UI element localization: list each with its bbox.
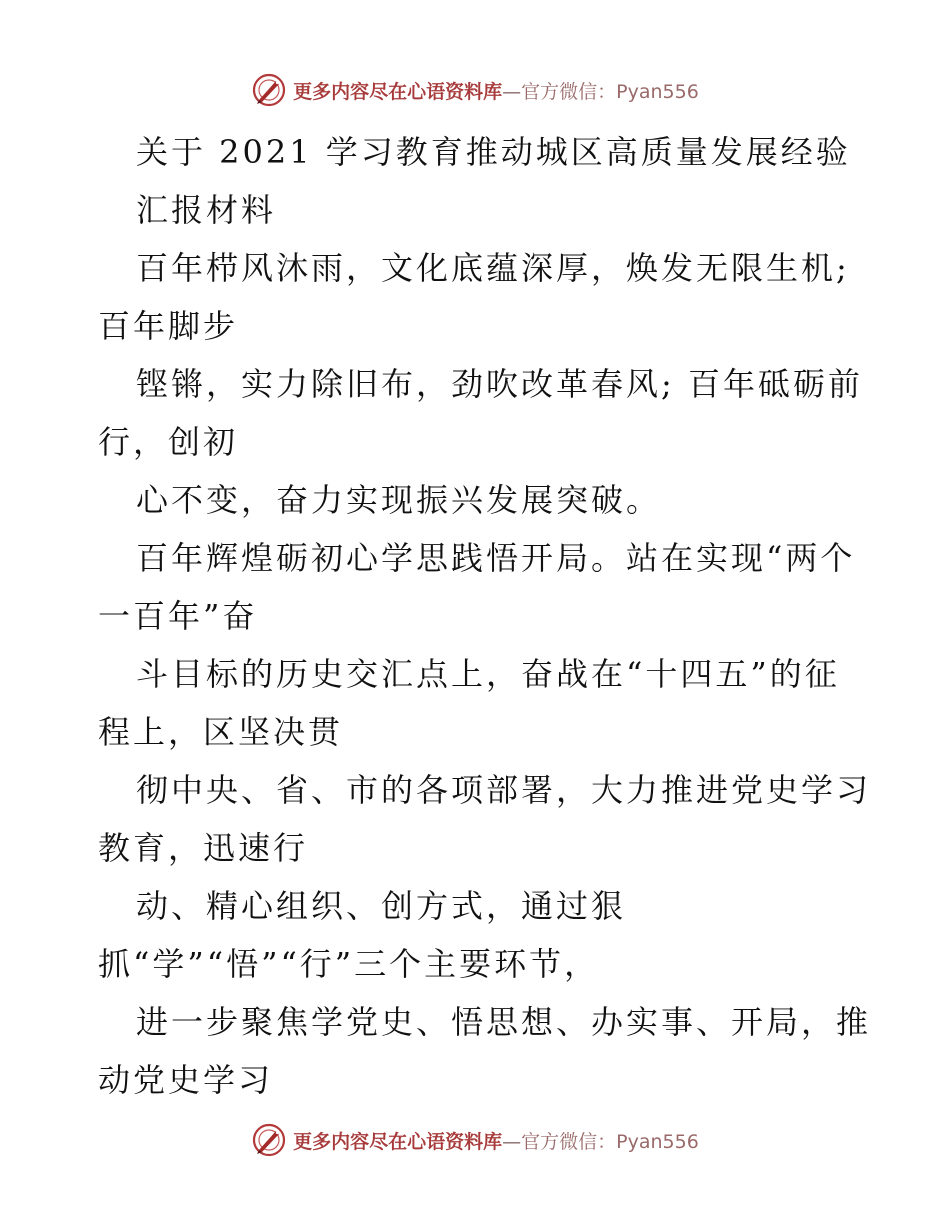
banner-separator: — [502, 80, 522, 103]
title-line-1: 关于 2021 学习教育推动城区高质量发展经验 [136, 133, 851, 171]
paragraph-line: 斗目标的历史交汇点上，奋战在“十四五”的征 [136, 655, 840, 693]
header-banner-inner [251, 72, 699, 108]
paragraph-line: 百年脚步 [98, 307, 239, 345]
footer-banner [0, 1120, 950, 1160]
banner-main-text: 更多内容尽在心语资料库 [293, 80, 503, 103]
paragraph-line: 教育，迅速行 [98, 829, 309, 867]
banner-wechat-text: 官方微信：Pyan556 [521, 80, 699, 103]
paragraph-line: 心不变，奋力实现振兴发展突破。 [136, 481, 662, 519]
paragraph-line: 铿锵，实力除旧布，劲吹改革春风; 百年砥砺前 [136, 365, 863, 403]
paragraph-line: 程上，区坚决贯 [98, 713, 344, 751]
banner-text [293, 77, 699, 104]
paragraph-line: 彻中央、省、市的各项部署，大力推进党史学习 [136, 771, 872, 809]
paragraph-line: 一百年”奋 [98, 597, 258, 635]
banner-separator: — [502, 1130, 522, 1153]
title-line-2: 汇报材料 [136, 191, 277, 229]
banner-main-text: 更多内容尽在心语资料库 [293, 1130, 503, 1153]
banner-wechat-text: 官方微信：Pyan556 [521, 1130, 699, 1153]
paragraph-line: 动、精心组织、创方式，通过狠 [136, 887, 627, 925]
paragraph-line: 行，创初 [98, 423, 239, 461]
paragraph-line: 进一步聚焦学党史、悟思想、办实事、开局，推 [136, 1003, 872, 1041]
document-body [98, 123, 872, 1109]
paragraph-line: 百年辉煌砺初心学思践悟开局。站在实现“两个 [136, 539, 856, 577]
footer-banner-inner [251, 1122, 699, 1158]
paragraph-line: 百年栉风沐雨，文化底蕴深厚，焕发无限生机; [136, 249, 850, 287]
pen-logo-icon [251, 1122, 287, 1158]
pen-logo-icon [251, 72, 287, 108]
banner-text [293, 1127, 699, 1154]
paragraph-line: 抓“学”“悟”“行”三个主要环节， [98, 945, 600, 983]
header-banner [0, 70, 950, 110]
paragraph-line: 动党史学习 [98, 1061, 274, 1099]
